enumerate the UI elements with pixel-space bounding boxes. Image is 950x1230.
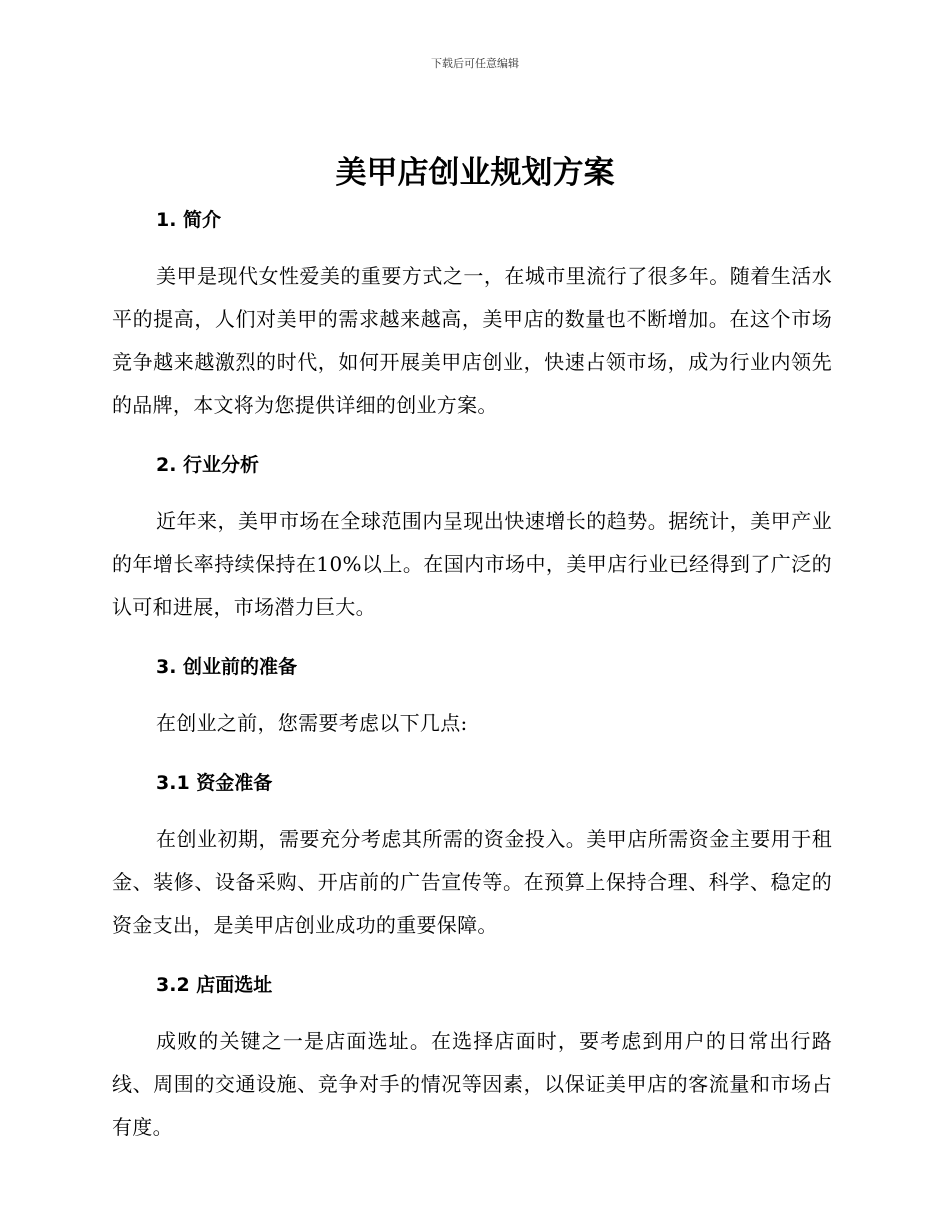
section-paragraph-funding: 在创业初期，需要充分考虑其所需的资金投入。美甲店所需资金主要用于租金、装修、设备采购、开店前的广告宣传等。在预算上保持合理、科学、稳定的资金支出，是美甲店创业成功的重要保障。 <box>112 827 832 937</box>
section-paragraph-intro: 美甲是现代女性爱美的重要方式之一，在城市里流行了很多年。随着生活水平的提高，人们对美甲的需求越来越高，美甲店的数量也不断增加。在这个市场竞争越来越激烈的时代，如何开展美甲店创业，快速占领市场，成为行业内领先的品牌，本文将为您提供详细的创业方案。 <box>112 264 832 417</box>
section-paragraph-industry-analysis: 近年来，美甲市场在全球范围内呈现出快速增长的趋势。据统计，美甲产业的年增长率持续保持在10%以上。在国内市场中，美甲店行业已经得到了广泛的认可和进展，市场潜力巨大。 <box>112 509 832 619</box>
section-paragraph-location: 成败的关键之一是店面选址。在选择店面时，要考虑到用户的日常出行路线、周围的交通设施、竞争对手的情况等因素，以保证美甲店的客流量和市场占有度。 <box>112 1029 832 1139</box>
section-paragraph-preparation: 在创业之前，您需要考虑以下几点: <box>156 711 468 735</box>
document-body <box>112 200 832 1149</box>
header-note: 下载后可任意编辑 <box>431 57 519 70</box>
section-heading-industry-analysis: 2. 行业分析 <box>156 454 260 476</box>
section-heading-location: 3.2 店面选址 <box>156 974 273 996</box>
section-heading-intro: 1. 简介 <box>156 209 222 231</box>
document-title: 美甲店创业规划方案 <box>335 155 615 191</box>
section-heading-funding: 3.1 资金准备 <box>156 772 273 794</box>
section-heading-preparation: 3. 创业前的准备 <box>156 656 298 678</box>
